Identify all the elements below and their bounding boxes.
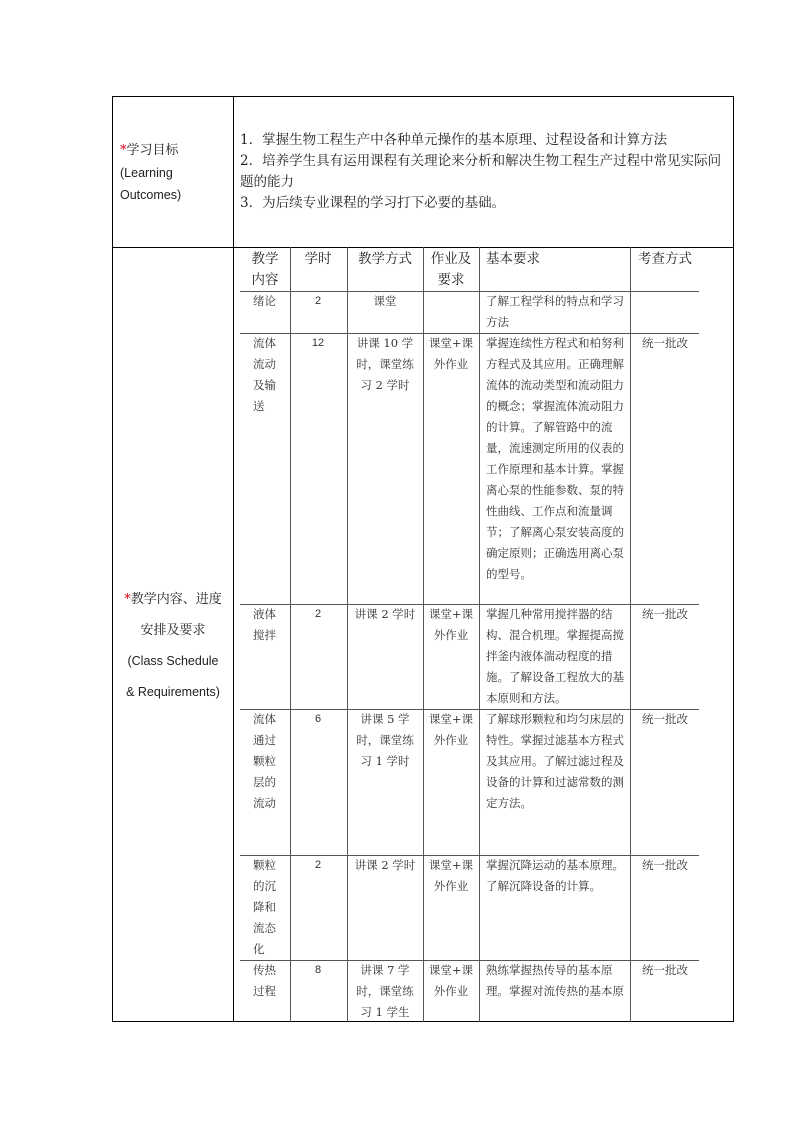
header-hours: 学时 — [304, 251, 332, 267]
grid-line — [630, 247, 631, 1022]
row-content: 颗粒的沉降和流态化 — [253, 858, 276, 956]
row-homework: 课堂+课外作业 — [428, 963, 474, 998]
row-homework: 课堂+课外作业 — [428, 336, 474, 371]
row-requirements: 掌握几种常用搅拌器的结构、混合机理。掌握提高搅拌釜内液体湍动程度的措施。了解设备工程放大的基本原则和方法。 — [486, 607, 624, 705]
row-homework: 课堂+课外作业 — [428, 607, 474, 642]
label-column-divider — [233, 96, 234, 1022]
row-homework: 课堂+课外作业 — [428, 858, 474, 893]
row-content: 流体流动及输送 — [253, 336, 276, 413]
row-assessment: 统一批改 — [642, 858, 688, 872]
row-requirements: 熟练掌握热传导的基本原理。掌握对流传热的基本原 — [486, 963, 624, 998]
outcome-item: 2．培养学生具有运用课程有关理论来分析和解决生物工程生产过程中常见实际问题的能力 — [240, 153, 722, 190]
row-requirements: 了解工程学科的特点和学习方法 — [486, 294, 624, 329]
header-requirements: 基本要求 — [486, 251, 540, 267]
outcome-item: 1．掌握生物工程生产中各种单元操作的基本原理、过程设备和计算方法 — [240, 132, 668, 148]
row-method: 讲课 2 学时 — [354, 607, 416, 621]
row-assessment: 统一批改 — [642, 607, 688, 621]
row-hours: 8 — [314, 964, 322, 976]
row-hours: 2 — [314, 859, 322, 871]
schedule-label: *教学内容、进度 安排及要求 (Class Schedule & Requirements) — [124, 592, 222, 699]
header-method: 教学方式 — [358, 251, 412, 267]
row-content: 流体通过颗粒层的流动 — [253, 712, 276, 810]
header-assessment: 考查方式 — [638, 251, 692, 267]
row-hours: 2 — [314, 608, 322, 620]
row-assessment: 统一批改 — [642, 336, 688, 350]
row-homework: 课堂+课外作业 — [428, 712, 474, 747]
row-method: 讲课 10 学时，课堂练习 2 学时 — [356, 336, 414, 392]
row-content: 传热过程 — [253, 963, 276, 998]
outcome-item: 3．为后续专业课程的学习打下必要的基础。 — [240, 195, 506, 211]
row-content: 液体搅拌 — [253, 607, 276, 642]
row-hours: 6 — [314, 713, 322, 725]
row-method: 讲课 2 学时 — [354, 858, 416, 872]
row-hours: 12 — [311, 337, 325, 349]
grid-line — [347, 247, 348, 1022]
row-assessment: 统一批改 — [642, 712, 688, 726]
row-requirements: 掌握连续性方程式和柏努利方程式及其应用。正确理解流体的流动类型和流动阻力的概念；掌握流体流动阻力的计算。了解管路中的流量，流速测定所用的仪表的工作原理和基本计算。掌握离心泵的性能参数、泵的特性曲线、工作点和流量调节；了解离心泵安装高度的确定原则；正确选用离心泵的型号。 — [486, 336, 624, 581]
row-method: 讲课 7 学时，课堂练习 1 学生 — [356, 963, 414, 1019]
row-requirements: 掌握沉降运动的基本原理。了解沉降设备的计算。 — [486, 858, 624, 893]
row-method: 课堂 — [373, 294, 397, 308]
row-content: 绪论 — [253, 294, 276, 308]
row-hours: 2 — [314, 295, 322, 307]
grid-line — [479, 247, 480, 1022]
row-assessment: 统一批改 — [642, 963, 688, 977]
row-method: 讲课 5 学时，课堂练习 1 学时 — [356, 712, 414, 768]
header-content: 教学内容 — [251, 251, 279, 288]
learning-outcomes-list — [240, 130, 730, 214]
row-requirements: 了解球形颗粒和均匀床层的特性。掌握过滤基本方程式及其应用。了解过滤过程及设备的计算和过滤常数的测定方法。 — [486, 712, 624, 810]
grid-line — [290, 247, 291, 1022]
header-homework: 作业及要求 — [430, 251, 472, 288]
grid-line — [423, 247, 424, 1022]
learning-outcomes-label: *学习目标 (Learning Outcomes) — [120, 143, 182, 202]
